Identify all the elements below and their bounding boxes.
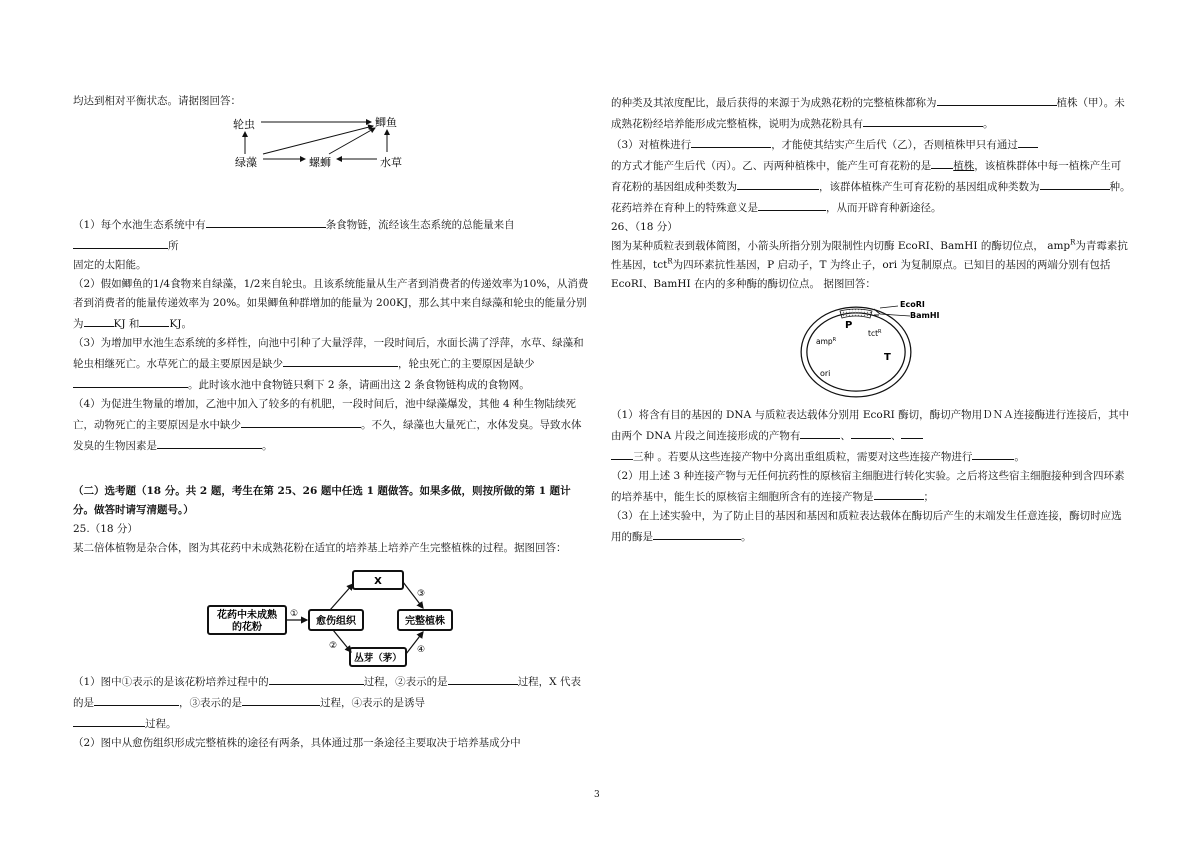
q26-2: （2）用上述 3 种连接产物与无任何抗药性的原核宿主细胞进行转化实验。之后将这些宿主细胞接种到含四环素的培养基中，能生长的原核宿主细胞所含有的连接产物是 ； (611, 470, 1125, 503)
node-jiyu: 鲫鱼 (375, 116, 397, 129)
right-column (611, 92, 1131, 294)
q26-heading: 26、（18 分） (611, 221, 678, 233)
flow-start-line2: 的花粉 (232, 622, 262, 633)
cont1-blank-1[interactable] (937, 92, 1057, 106)
q26-1-blank-1[interactable] (800, 425, 840, 439)
section-2 (73, 482, 591, 558)
flow-label-2: ② (329, 641, 338, 651)
left-column (73, 92, 591, 111)
flow-start-line1: 花药中未成熟 (217, 610, 277, 621)
q25-1-blank-2[interactable] (448, 671, 518, 685)
q25-3-blank-5[interactable] (1040, 176, 1110, 190)
q26-questions (611, 406, 1131, 547)
label-t: T (884, 352, 891, 363)
label-tct: tct$^R$ (868, 329, 882, 338)
node-lvzao: 绿藻 (235, 156, 257, 169)
q26-2-blank-1[interactable] (874, 486, 924, 500)
q25-1-blank-3[interactable] (94, 692, 179, 706)
q26-1-blank-3[interactable] (901, 425, 923, 439)
q25-3-blank-3[interactable] (931, 155, 953, 169)
q25-3-blank-6[interactable] (758, 197, 826, 211)
flow-label-1: ① (290, 609, 299, 619)
q25-2-start: （2）图中从愈伤组织形成完整植株的途径有两条，具体通过那一条途径主要取决于培养基成分中 (73, 737, 521, 749)
q25-1-blank-4[interactable] (242, 692, 320, 706)
label-amp: amp$^R$ (816, 337, 837, 346)
q2-blank-2[interactable] (139, 313, 169, 327)
q25-questions-left (73, 671, 591, 753)
label-bamhi: BamHI (910, 311, 940, 320)
section-2-heading: （二）选考题（18 分。共 2 题，考生在第 25、26 题中任选 1 题做答。如果多做，则按所做的第 1 题计分。做答时请写清题号。） (73, 485, 571, 516)
q1-blank-2[interactable] (73, 235, 168, 249)
left-questions (73, 214, 591, 456)
q3: （3）为增加甲水池生态系统的多样性，向池中引种了大量浮萍，一段时间后，水面长满了浮萍，水草、绿藻和轮虫相继死亡。水草死亡的最主要原因是缺少 ，轮虫死亡的主要原因是缺少。此时该水池中食物链只剩下 2 条，请画出这 2 条食物链构成的食物网。 (73, 337, 584, 391)
q26-1: （1）将含有目的基因的 DNA 与质粒表达载体分别用 EcoRI 酶切，酶切产物用ＤＮＡ连接酶进行连接后，其中由两个 DNA 片段之间连接形成的产物有 、 、 三种 。若要从这些连接产物中分离出重组质粒，需要对这些连接产物进行 。 (611, 409, 1130, 463)
flow-label-4: ④ (417, 645, 426, 655)
food-web-diagram (225, 112, 415, 176)
q25-2-cont: 的种类及其浓度配比，最后获得的来源于为成熟花粉的完整植株都称为 植株（甲）。未成熟花粉经培养能形成完整植株，说明为成熟花粉具有 。 (611, 92, 1131, 134)
q25-3-blank-1[interactable] (691, 134, 771, 148)
q26-1-blank-5[interactable] (972, 446, 1014, 460)
q3-blank-2[interactable] (73, 374, 188, 388)
cont1-blank-2[interactable] (863, 113, 983, 127)
q25-3: （3）对植株进行 ，才能使其结实产生后代（乙），否则植株甲只有通过 的方式才能产生后代（丙）。乙、丙两种植株中，能产生可育花粉的是 植株，该植株群体中每一植株产生可育花粉的基因组成种类数为 ，该群体植株产生可育花粉的基因组成种类数为 种。花药培养在育种上的特殊意义是 ，从而开辟育种新途径。 (611, 134, 1131, 218)
q25-3-blank-2[interactable] (1018, 134, 1038, 148)
q25-1-blank-5[interactable] (73, 713, 145, 727)
q26-1-blank-4[interactable] (611, 446, 633, 460)
flow-callus: 愈伤组织 (316, 616, 356, 627)
node-shuicao: 水草 (380, 156, 402, 169)
page-number: 3 (594, 790, 600, 800)
q1-blank-1[interactable] (206, 214, 326, 228)
q4-blank-1[interactable] (241, 414, 361, 428)
q25-3-blank-4[interactable] (737, 176, 819, 190)
q4: （4）为促进生物量的增加，乙池中加入了较多的有机肥，一段时间后，池中绿藻爆发，其他 4 种生物陆续死亡，动物死亡的主要原因是水中缺少 。不久，绿藻也大量死亡，水体发臭。导致水体发臭的生物因素是 。 (73, 398, 582, 452)
q2-blank-1[interactable] (84, 313, 114, 327)
flow-plant: 完整植株 (405, 616, 445, 627)
flow-label-3: ③ (417, 589, 426, 599)
q26-3-blank-1[interactable] (653, 526, 741, 540)
label-ecori: EcoRI (900, 300, 925, 309)
q26-intro: 图为某种质粒表到载体简图，小箭头所指分别为限制性内切酶 EcoRI、BamHI 的酶切位点， amp$^R$为青霉素抗性基因，tct$^R$为四环素抗性基因，P 启动子，T 为终止子，ori 为复制原点。已知目的基因的两端分别有包括 EcoRI、BamHI 在内的多种酶的酶切位点。 据图回答： (611, 238, 1128, 290)
pollen-culture-flow-diagram (205, 568, 465, 672)
label-p: P (845, 320, 853, 331)
q26-1-blank-2[interactable] (851, 425, 891, 439)
plasmid-diagram (800, 296, 940, 402)
q25-heading: 25.（18 分） (73, 523, 138, 535)
label-ori: ori (820, 369, 831, 378)
q3-blank-1[interactable] (283, 353, 398, 367)
q25-1: （1）图中①表示的是该花粉培养过程中的 过程，②表示的是 过程，X 代表的是 ，③表示的是 过程，④表示的是诱导 过程。 (73, 671, 591, 734)
q2: （2）假如鲫鱼的1/4食物来自绿藻，1/2来自轮虫。且该系统能量从生产者到消费者的传递效率为10%，从消费者到消费者的能量传递效率为 20%。如果鲫鱼种群增加的能量为 200KJ，那么其中来自绿藻和轮虫的能量分别为 KJ 和 KJ。 (73, 278, 589, 330)
q1: （1）每个水池生态系统中有 条食物链，流经该生态系统的总能量来自所 固定的太阳能。 (73, 214, 591, 275)
intro-text: 均达到相对平衡状态。请据图回答： (73, 95, 241, 107)
q26-3: （3）在上述实验中，为了防止目的基因和基因和质粒表达载体在酶切后产生的末端发生任意连接，酶切时应选用的酶是 。 (611, 510, 1122, 543)
flow-x: X (374, 576, 382, 587)
node-luosi: 螺蛳 (309, 156, 331, 169)
q25-intro: 某二倍体植物是杂合体，图为其花药中未成熟花粉在适宜的培养基上培养产生完整植株的过程。据图回答： (73, 542, 567, 554)
q25-1-blank-1[interactable] (269, 671, 364, 685)
node-lunchong: 轮虫 (233, 118, 255, 131)
flow-bud: 丛芽（茅） (354, 653, 402, 664)
q4-blank-2[interactable] (157, 435, 262, 449)
